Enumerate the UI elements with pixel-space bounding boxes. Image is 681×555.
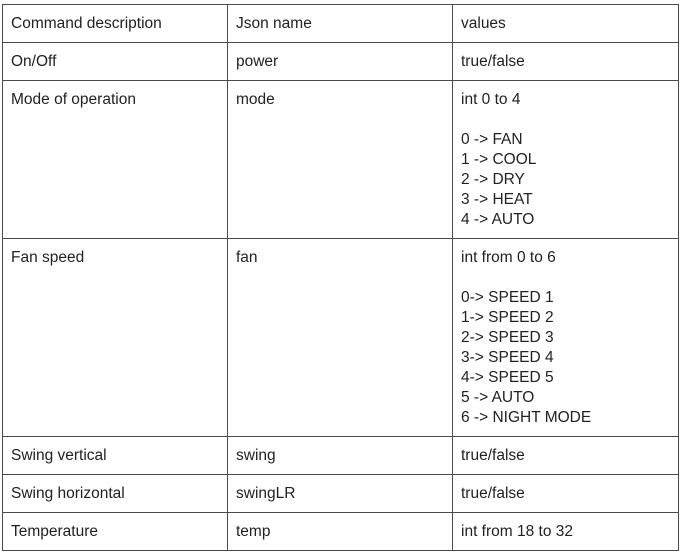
header-command-description: Command description (3, 5, 228, 43)
blank-line (461, 110, 670, 130)
value-line: 1 -> COOL (461, 151, 537, 168)
table-row (3, 43, 679, 81)
value-line: 4-> SPEED 5 (461, 369, 554, 386)
json-name-cell: temp (228, 513, 453, 551)
value-line: true/false (461, 485, 525, 502)
values-cell (453, 437, 679, 475)
json-name-cell: swing (228, 437, 453, 475)
value-line: 4 -> AUTO (461, 211, 535, 228)
command-description-cell: On/Off (3, 43, 228, 81)
value-line: 6 -> NIGHT MODE (461, 409, 592, 426)
header-json-name: Json name (228, 5, 453, 43)
values-cell (453, 81, 679, 239)
command-description-cell: Fan speed (3, 239, 228, 437)
table-header-row (3, 5, 679, 43)
table-row (3, 513, 679, 551)
value-line: int from 18 to 32 (461, 523, 574, 540)
value-line: int 0 to 4 (461, 91, 521, 108)
header-values: values (453, 5, 679, 43)
values-cell (453, 239, 679, 437)
value-line: 2 -> DRY (461, 171, 525, 188)
command-description-cell: Mode of operation (3, 81, 228, 239)
command-description-cell: Swing vertical (3, 437, 228, 475)
value-line: 0 -> FAN (461, 131, 523, 148)
value-line: 2-> SPEED 3 (461, 329, 554, 346)
table-row (3, 81, 679, 239)
value-line: 3 -> HEAT (461, 191, 533, 208)
values-cell (453, 513, 679, 551)
json-name-cell: swingLR (228, 475, 453, 513)
json-name-cell: power (228, 43, 453, 81)
command-description-cell: Temperature (3, 513, 228, 551)
command-description-cell: Swing horizontal (3, 475, 228, 513)
table-row (3, 239, 679, 437)
value-line: 0-> SPEED 1 (461, 289, 554, 306)
json-name-cell: fan (228, 239, 453, 437)
values-cell (453, 475, 679, 513)
command-table (2, 4, 679, 551)
value-line: true/false (461, 447, 525, 464)
table-row (3, 475, 679, 513)
value-line: true/false (461, 53, 525, 70)
values-cell (453, 43, 679, 81)
value-line: 5 -> AUTO (461, 389, 535, 406)
blank-line (461, 268, 670, 288)
table-row (3, 437, 679, 475)
value-line: 1-> SPEED 2 (461, 309, 554, 326)
json-name-cell: mode (228, 81, 453, 239)
value-line: int from 0 to 6 (461, 249, 556, 266)
value-line: 3-> SPEED 4 (461, 349, 554, 366)
